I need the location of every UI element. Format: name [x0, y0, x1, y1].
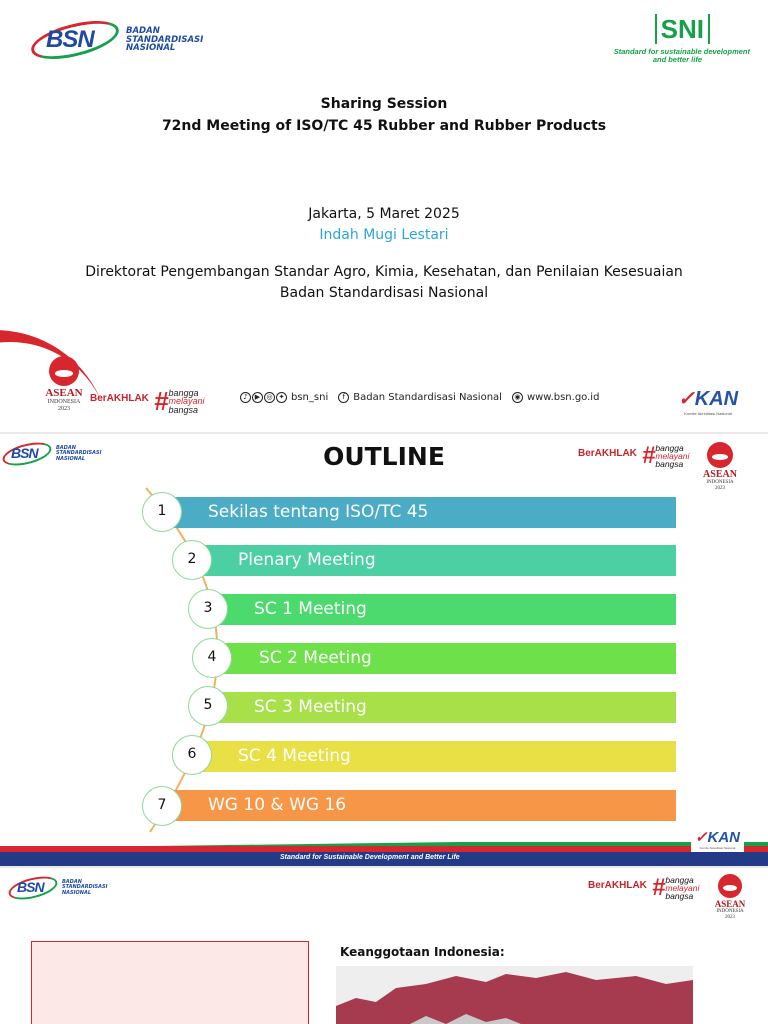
kan-logo: ✓KAN Komite Akreditasi Nasional — [691, 826, 744, 852]
website-link[interactable]: www.bsn.go.id — [526, 392, 600, 403]
outline-number-7: 7 — [142, 786, 182, 826]
bangga-melayani-bangsa-logo: # bangga melayani bangsa — [642, 442, 690, 470]
directorate-name: Direktorat Pengembangan Standar Agro, Kimia, Kesehatan, dan Penilaian Kesesuaian — [85, 264, 683, 280]
bangga-melayani-bangsa-logo: # bangga melayani bangsa — [652, 874, 700, 902]
bsn-logo: BSN BADAN STANDARDISASI NASIONAL — [8, 876, 108, 900]
outline-number-6: 6 — [172, 735, 212, 775]
agency-name: Badan Standardisasi Nasional — [279, 285, 489, 301]
twitter-icon[interactable]: ✦ — [276, 392, 287, 403]
bsn-logo: BSN BADAN STANDARDISASI NASIONAL — [30, 20, 203, 60]
outline-item-2[interactable]: Plenary Meeting — [192, 545, 676, 576]
footer-tagline: Standard for Sustainable Development and Better Life — [280, 854, 460, 861]
place-date: Jakarta, 5 Maret 2025 — [308, 206, 460, 222]
outline-number-4: 4 — [192, 638, 232, 678]
outline-item-1[interactable]: Sekilas tentang ISO/TC 45 — [162, 497, 676, 528]
social-media-bar — [240, 392, 599, 403]
session-title: Sharing Session — [320, 96, 448, 112]
info-box — [31, 941, 309, 1024]
membership-heading: Keanggotaan Indonesia: — [340, 945, 505, 959]
title-slide — [0, 0, 768, 432]
outline-slide — [0, 434, 768, 866]
facebook-icon[interactable]: f — [338, 392, 349, 403]
youtube-icon[interactable]: ▶ — [252, 392, 263, 403]
facebook-page[interactable]: Badan Standardisasi Nasional — [353, 392, 502, 403]
instagram-icon[interactable]: ◎ — [264, 392, 275, 403]
sni-logo: SNI Standard for sustainable development and better life — [613, 14, 750, 65]
presenter-name: Indah Mugi Lestari — [319, 227, 449, 243]
meeting-title: 72nd Meeting of ISO/TC 45 Rubber and Rubber Products — [161, 118, 607, 134]
berakhlak-logo: BerAKHLAK — [578, 448, 637, 459]
membership-slide — [0, 868, 768, 1024]
kan-logo: ✓KAN Komite Akreditasi Nasional — [678, 388, 739, 416]
globe-icon[interactable]: ◉ — [512, 392, 523, 403]
outline-item-6[interactable]: SC 4 Meeting — [192, 741, 676, 772]
social-handle[interactable]: bsn_sni — [291, 392, 329, 403]
outline-number-1: 1 — [142, 492, 182, 532]
asean-indonesia-logo: ASEAN INDONESIA 2023 — [710, 874, 750, 920]
asean-indonesia-logo: ASEAN INDONESIA 2023 — [700, 442, 740, 491]
outline-number-3: 3 — [188, 589, 228, 629]
tiktok-icon[interactable]: ♪ — [240, 392, 251, 403]
outline-number-2: 2 — [172, 540, 212, 580]
outline-item-7[interactable]: WG 10 & WG 16 — [162, 790, 676, 821]
berakhlak-logo: BerAKHLAK — [90, 393, 149, 404]
world-map — [336, 966, 693, 1024]
slide-title: OUTLINE — [323, 442, 445, 471]
outline-item-4[interactable]: SC 2 Meeting — [213, 643, 676, 674]
asean-indonesia-logo: ASEAN INDONESIA 2023 — [44, 356, 84, 412]
outline-item-5[interactable]: SC 3 Meeting — [208, 692, 676, 723]
slide-footer — [0, 829, 768, 866]
outline-number-5: 5 — [188, 686, 228, 726]
outline-item-3[interactable]: SC 1 Meeting — [208, 594, 676, 625]
bsn-logo: BSN BADAN STANDARDISASI NASIONAL — [2, 442, 102, 466]
bangga-melayani-bangsa-logo: # bangga melayani bangsa — [154, 386, 205, 416]
berakhlak-logo: BerAKHLAK — [588, 880, 647, 891]
